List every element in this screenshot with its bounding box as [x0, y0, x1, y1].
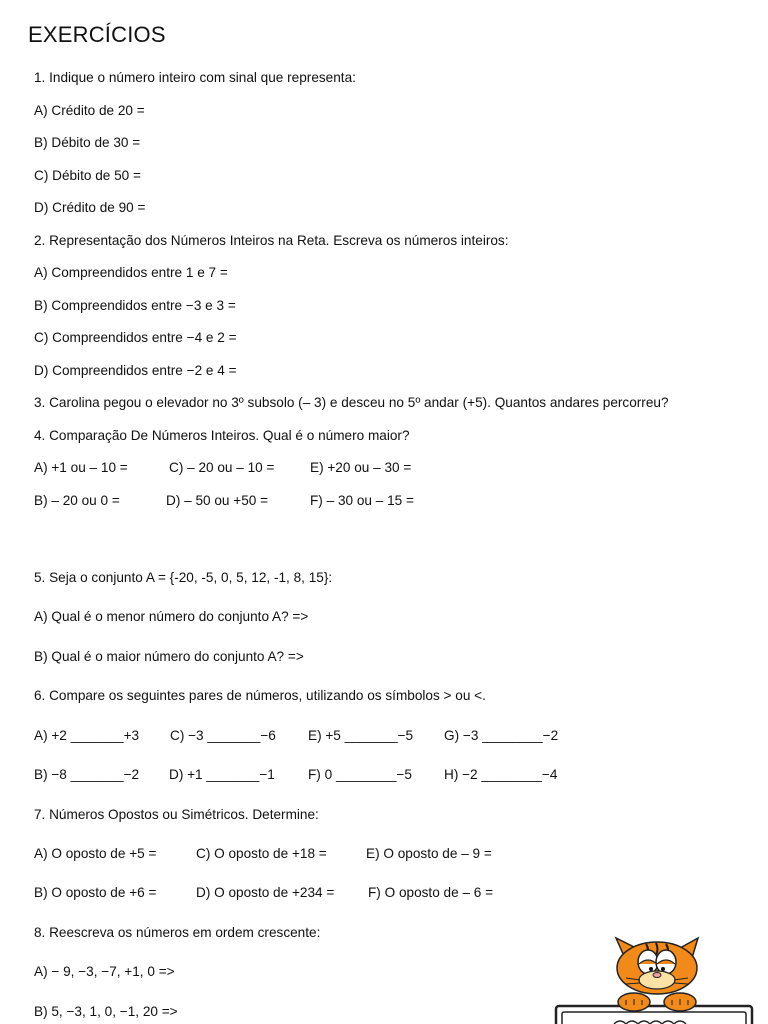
question-6-item: D) +1 _______−1: [169, 767, 275, 782]
question-7-item: D) O oposto de +234 =: [196, 885, 335, 900]
question-8-item: B) 5, −3, 1, 0, −1, 20 =>: [34, 1004, 178, 1019]
question-1-prompt: 1. Indique o número inteiro com sinal que representa:: [34, 70, 356, 85]
question-5-prompt: 5. Seja o conjunto A = {-20, -5, 0, 5, 12, -1, 8, 15}:: [34, 570, 333, 585]
question-6-item: H) −2 ________−4: [444, 767, 558, 782]
question-1-item: A) Crédito de 20 =: [34, 103, 145, 118]
question-2-item: C) Compreendidos entre −4 e 2 =: [34, 330, 237, 345]
question-6-prompt: 6. Compare os seguintes pares de números, utilizando os símbolos > ou <.: [34, 688, 486, 703]
question-4-item: C) – 20 ou – 10 =: [169, 460, 275, 475]
question-6-item: F) 0 ________−5: [308, 767, 412, 782]
question-6-item: E) +5 _______−5: [308, 728, 414, 743]
question-1-item: D) Crédito de 90 =: [34, 200, 146, 215]
question-7-item: C) O oposto de +18 =: [196, 846, 327, 861]
question-2-item: B) Compreendidos entre −3 e 3 =: [34, 298, 236, 313]
question-4-prompt: 4. Comparação De Números Inteiros. Qual é o número maior?: [34, 428, 410, 443]
question-2-item: A) Compreendidos entre 1 e 7 =: [34, 265, 228, 280]
question-6-item: C) −3 _______−6: [170, 728, 276, 743]
question-3-prompt: 3. Carolina pegou o elevador no 3º subsolo (– 3) e desceu no 5º andar (+5). Quantos andares percorreu?: [34, 395, 669, 410]
question-7-item: E) O oposto de – 9 =: [366, 846, 492, 861]
question-6-item: A) +2 _______+3: [34, 728, 140, 743]
question-1-item: C) Débito de 50 =: [34, 168, 141, 183]
question-6-item: B) −8 _______−2: [34, 767, 140, 782]
page-title: EXERCÍCIOS: [28, 22, 166, 47]
question-7-prompt: 7. Números Opostos ou Simétricos. Determine:: [34, 807, 319, 822]
question-5-item: B) Qual é o maior número do conjunto A? =>: [34, 649, 304, 664]
question-4-item: A) +1 ou – 10 =: [34, 460, 128, 475]
garfield-cat-icon: [554, 934, 754, 1024]
question-7-item: F) O oposto de – 6 =: [368, 885, 494, 900]
question-4-item: F) – 30 ou – 15 =: [310, 493, 414, 508]
question-1-item: B) Débito de 30 =: [34, 135, 141, 150]
question-2-prompt: 2. Representação dos Números Inteiros na Reta. Escreva os números inteiros:: [34, 233, 509, 248]
question-7-item: A) O oposto de +5 =: [34, 846, 157, 861]
question-4-item: E) +20 ou – 30 =: [310, 460, 412, 475]
question-4-item: B) – 20 ou 0 =: [34, 493, 120, 508]
question-4-item: D) – 50 ou +50 =: [166, 493, 269, 508]
question-6-item: G) −3 ________−2: [444, 728, 559, 743]
question-5-item: A) Qual é o menor número do conjunto A? =>: [34, 609, 309, 624]
question-7-item: B) O oposto de +6 =: [34, 885, 157, 900]
question-2-item: D) Compreendidos entre −2 e 4 =: [34, 363, 237, 378]
question-8-prompt: 8. Reescreva os números em ordem crescente:: [34, 925, 321, 940]
question-8-item: A) − 9, −3, −7, +1, 0 =>: [34, 964, 175, 979]
